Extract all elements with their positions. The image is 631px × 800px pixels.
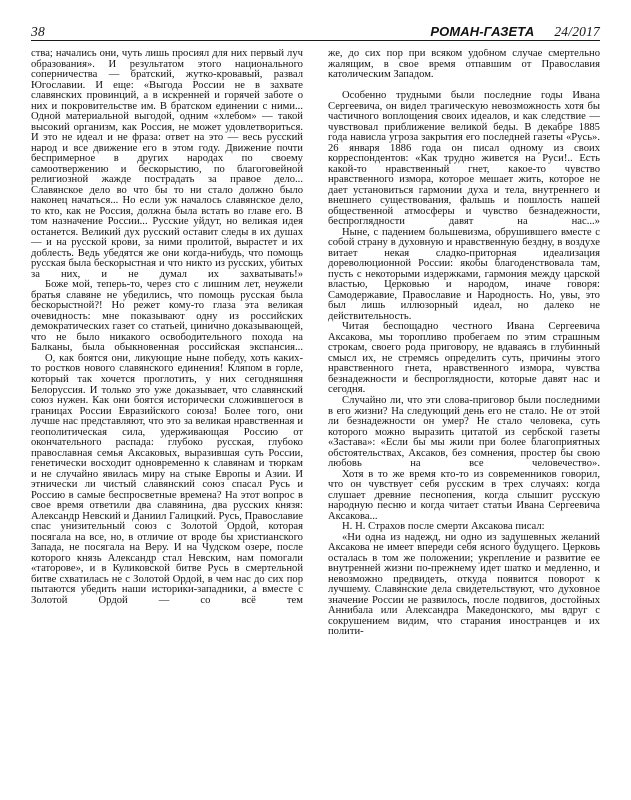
- paragraph: Хотя в то же время кто-то из современников говорил, что он чувствует себя русским в трех случаях: когда слушает древние песнопения, когда слышит русскую народную песню и когда читает статьи Ивана Сергеевича Аксакова...: [328, 468, 600, 522]
- text-body: [31, 49, 600, 794]
- paragraph: Ныне, с падением большевизма, обрушившего вместе с собой страну в духовную и нравственную бездну, в воздухе витает некая сладко-приторная идеализация дореволюционной России: якобы благоденствовала там, пусть с некоторыми издержками, гармония между царской властью, Церковью и народом, иначе говоря: Самодержавие, Православие и Народность. Но, увы, это был лишь иллюзорный идеал, но далеко не действительность.: [328, 226, 600, 322]
- running-head-right: [430, 25, 600, 39]
- paragraph: ства; начались они, чуть лишь просиял для них первый луч образования». И результатом этого национального соперничества — братский, жутко-кровавый, развал Югославии. И еще: «Выгода России не в захвате славянских провинций, а в искренней и горячей заботе о них и покровительстве им. В братском единении с ними... Одной материальной выгодой, одним «хлебом» — такой высокий организм, как Россия, не может удовлетвориться. И это не идеал и не фраза: ответ на это — весь русский народ и все движение его в этом году. Движение почти беспримерное в других народах по своему самоотвержению и бескорыстию, по благоговейной религиозной жажде пострадать за правое дело... Славянское дело во что бы то ни стало должно было наконец начаться... Но если уж началось славянское дело, то кто, как не Россия, должна была встать во главе его. В том назначение России... Русские уйдут, но великая идея останется. Великий дух русский оставит следы в их душах — и на русской крови, за ними пролитой, вырастет и их доблесть. Ведь убедятся же они когда-нибудь, что помощь русская была бескорыстная и что никто из русских, убитых за них, и не думал их захватывать!»: [31, 49, 303, 280]
- paragraph: Читая беспощадно честного Ивана Сергеевича Аксакова, мы торопливо пробегаем по этим страшным строкам, своего рода приговору, не вдаваясь в глубинный смысл их, не стремясь определить суть, причины этого нравственного гнета, нравственного измора, чувства безнадежности и беспроглядности, которые давят нас и сегодня.: [328, 321, 600, 396]
- paragraph: Н. Н. Страхов после смерти Аксакова писал:: [342, 521, 545, 533]
- issue-number: 24/2017: [554, 24, 600, 39]
- paragraph: Особенно трудными были последние годы Ивана Сергеевича, он видел трагическую невозможность хотя бы частичного воплощения своих идеалов, и как следствие — чувствовал приближение великой беды. В декабре 1885 года нависла угроза закрытия его последней газеты «Русь». 26 января 1886 года он писал одному из своих корреспондентов: «Как трудно живется на Руси!.. Есть какой-то нравственный гнет, какое-то чувство нравственного измора, которое мешает жить, которое не дает установиться гармонии духа и тела, внутреннего и внешнего существования, фальшь и пошлость нашей общественной атмосферы и чувство безнадежности, беспроглядности давят на нас...»: [328, 90, 600, 228]
- paragraph: «Ни одна из надежд, ни одно из задушевных желаний Аксакова не имеет впереди себя ясного будущего. Церковь осталась в том же положении; укрепление и развитие ее внутренней жизни по-прежнему идет шатко и медленно, и невозможно предвидеть, откуда появится поворот к лучшему. Славянские дела свидетельствуют, что духовное значение России не развилось, после подвигов, достойных Аннибала или Александра Македонского, мы вдруг с сокрушением видим, что старания иностранцев и их полити-: [328, 531, 600, 638]
- paragraph: Боже мой, теперь-то, через сто с лишним лет, неужели братья славяне не убедились, что помощь русская была бескорыстной?! Но режет кому-то глаза эта великая очевидность: мне показывают одну из российских демократических газет со статьей, цинично доказывающей, что не было никакого освободительного похода на Балканы, была обыкновенная российская экспансия...: [31, 279, 303, 354]
- paragraph: О, как боятся они, ликующие ныне победу, хоть каких-то ростков нового славянского единения! Кляпом в горле, который так хочется проглотить, у них сегодняшняя Белоруссия. И только это уже доказывает, что славянский союз нужен. Как они боятся исторически сложившегося в границах России Евразийского союза! Более того, они лучше нас представляют, что это за великая нравственная и геополитическая сила, удерживающая Россию от окончательного распада: глубоко русская, глубоко православная семья Аксаковых, выразившая суть России, генетически восходит одновременно к славянам и тюркам и не случайно явилась миру на стыке Европы и Азии. И этнически ли чистый славянский союз спасал Русь и Россию в самые беспросветные времена? На этот вопрос в свое время ответили два славянина, два русских князя: Александр Невский и Даниил Галицкий. Русь, Православие спас унизительный союз с Золотой Ордой, которая посягала на все, но, в отличие от вроде бы христианского Запада, не посягала на Веру. И на Чудском озере, после которого князь Александр стал Невским, нам помогали «таторове», и в Куликовской битве Русь в смертельной битве схватилась не с Золотой Ордой, в чем нас до сих пор пытаются убедить наши историки-западники, а вместе с Золотой Ордой — со всё тем: [31, 352, 303, 606]
- paragraph: Случайно ли, что эти слова-приговор были последними в его жизни? На следующий день его не стало. Не от этой ли безнадежности он умер? Не стало человека, суть которого можно выразить цитатой из сербской газеты «Застава»: «Если бы мы жили при более благоприятных обстоятельствах, Аксаков, без сомнения, простер бы свою любовь на все человечество».: [328, 395, 600, 470]
- page-number: 38: [31, 24, 45, 39]
- column-right: [328, 49, 600, 794]
- column-left: [31, 49, 303, 794]
- paragraph: же, до сих пор при всяком удобном случае смертельно жалящим, в свое время отпавшим от Православия католическим Западом.: [328, 49, 600, 81]
- running-head: [31, 21, 600, 41]
- masthead-title: РОМАН-ГАЗЕТА: [430, 24, 535, 39]
